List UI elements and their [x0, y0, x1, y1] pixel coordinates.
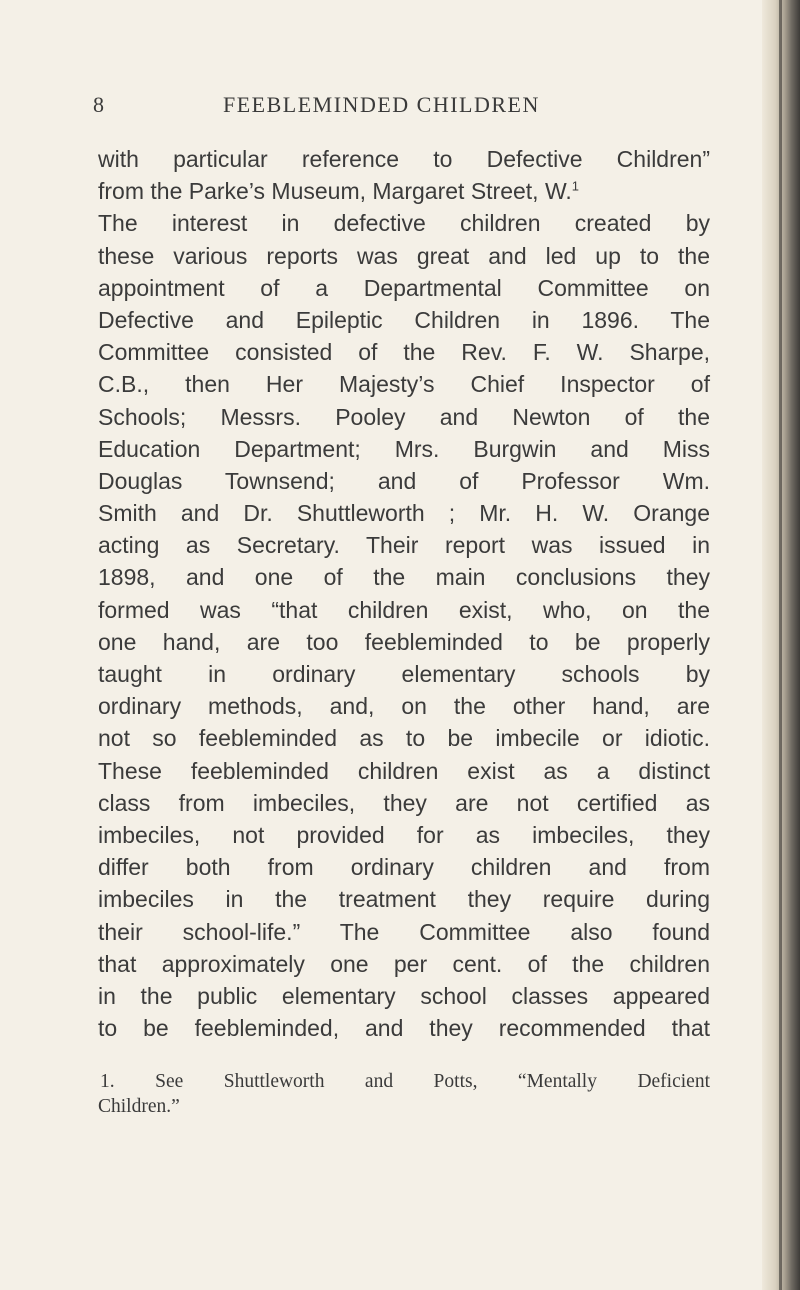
- text-line: acting as Secretary. Their report was issued in: [98, 532, 710, 559]
- text-line-with-footnote: [98, 175, 710, 207]
- text-line: C.B., then Her Majesty’s Chief Inspector of: [98, 371, 710, 398]
- text-line: differ both from ordinary children and from: [98, 854, 710, 881]
- text-line: Smith and Dr. Shuttleworth ; Mr. H. W. Orange: [98, 500, 710, 527]
- footnote-line: Children.”: [98, 1096, 180, 1117]
- footnote-reference: 1: [571, 178, 580, 194]
- text-line: taught in ordinary elementary schools by: [98, 661, 710, 687]
- text-line: one hand, are too feebleminded to be properly: [98, 628, 710, 655]
- text-line: Douglas Townsend; and of Professor Wm.: [98, 467, 710, 494]
- text-line: that approximately one per cent. of the children: [98, 950, 710, 977]
- text-line: not so feebleminded as to be imbecile or idiotic.: [98, 725, 710, 752]
- text-line: to be feebleminded, and they recommended that: [98, 1015, 710, 1042]
- text-line: Committee consisted of the Rev. F. W. Sharpe,: [98, 339, 710, 366]
- text-line: Schools; Messrs. Pooley and Newton of the: [98, 403, 710, 430]
- page-binding-edge: [779, 0, 782, 1290]
- text-line: with particular reference to Defective Children”: [98, 146, 710, 172]
- text-line: these various reports was great and led up to the: [98, 242, 710, 269]
- text-line: imbeciles in the treatment they require during: [98, 886, 710, 913]
- text-line: These feebleminded children exist as a distinct: [98, 757, 710, 784]
- footnote-line: 1. See Shuttleworth and Potts, “Mentally Deficient: [100, 1071, 710, 1092]
- text-line: The interest in defective children created by: [98, 210, 710, 237]
- text-line: their school-life.” The Committee also found: [98, 918, 710, 945]
- text-line: Education Department; Mrs. Burgwin and Miss: [98, 435, 710, 462]
- text-line: formed was “that children exist, who, on the: [98, 596, 710, 623]
- text-line: imbeciles, not provided for as imbeciles, they: [98, 821, 710, 848]
- running-title: FEEBLEMINDED CHILDREN: [223, 92, 540, 117]
- page-number: 8: [93, 92, 106, 117]
- text-line: ordinary methods, and, on the other hand, are: [98, 693, 710, 720]
- footnote: [98, 1069, 710, 1119]
- text-line: in the public elementary school classes appeared: [98, 982, 710, 1009]
- text-line-content: from the Parke’s Museum, Margaret Street, W.: [98, 178, 572, 205]
- body-text: [98, 143, 710, 1044]
- text-line: appointment of a Departmental Committee on: [98, 274, 710, 301]
- text-line: Defective and Epileptic Children in 1896. The: [98, 306, 710, 333]
- text-line: class from imbeciles, they are not certified as: [98, 789, 710, 816]
- text-line: 1898, and one of the main conclusions they: [98, 564, 710, 591]
- page-header: [93, 92, 733, 122]
